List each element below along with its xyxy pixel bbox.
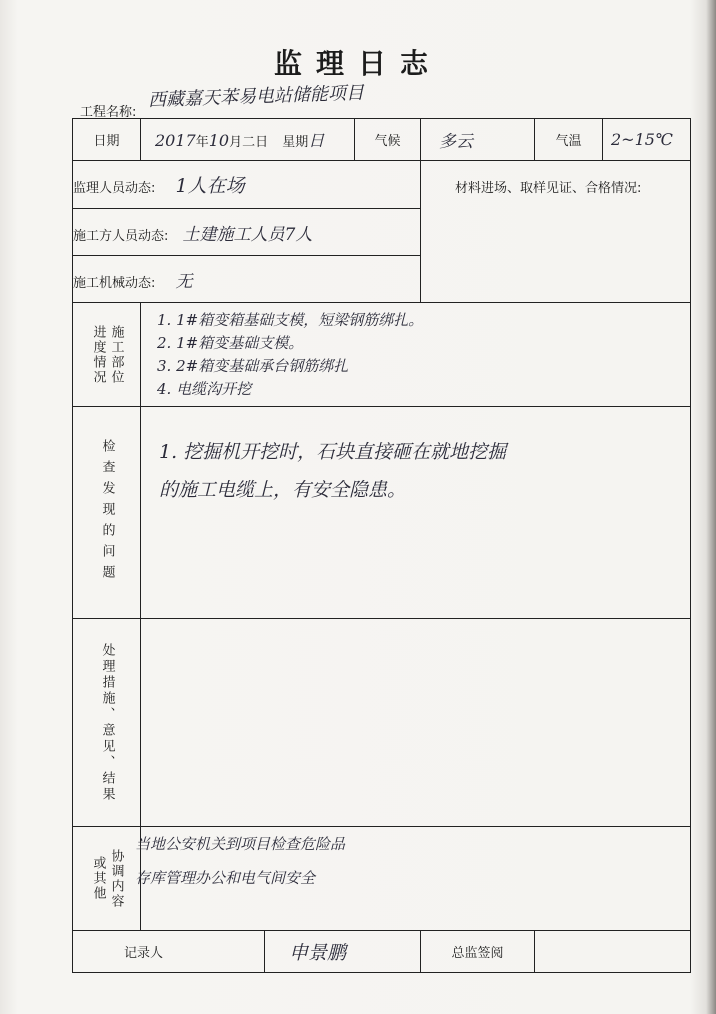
issues-line: 的施工电缆上，有安全隐患。 — [159, 479, 407, 501]
handling-content-cell — [141, 619, 691, 827]
machinery-value: 无 — [175, 271, 193, 292]
coordination-label-cell — [73, 827, 141, 931]
constructors-label: 施工方人员动态: — [73, 228, 169, 244]
date-label: 日期 — [93, 134, 120, 149]
recorder-signature: 申景鹏 — [289, 942, 347, 964]
issues-label-cell — [73, 407, 141, 619]
date-label-cell — [73, 119, 141, 161]
recorder-value-cell — [265, 931, 421, 973]
handling-row — [73, 619, 691, 827]
weather-label: 气候 — [374, 134, 401, 149]
coordination-label-a: 协调内容 — [108, 848, 124, 909]
recorder-label-cell — [73, 931, 265, 973]
coordination-label-b: 或其他 — [90, 856, 106, 901]
supervisors-value: 1人在场 — [175, 175, 245, 197]
weekday-label: 星期 — [282, 135, 309, 150]
project-name-value: 西藏嘉天苯易电站储能项目 — [147, 82, 365, 111]
weather-label-cell — [355, 119, 421, 161]
recorder-label: 记录人 — [123, 946, 163, 961]
date-year: 2017 — [155, 131, 196, 150]
progress-label-cell — [73, 303, 141, 407]
coordination-row — [73, 827, 691, 931]
signature-row — [73, 931, 691, 973]
supervisors-label: 监理人员动态: — [73, 181, 156, 196]
chief-label: 总监签阅 — [451, 946, 504, 961]
progress-line: 1. 1#箱变箱基础支模，短梁钢筋绑扎。 — [157, 311, 424, 329]
project-name-label: 工程名称: — [80, 105, 137, 120]
temperature-value: 2~15℃ — [611, 130, 673, 149]
page-title: 监理日志 — [273, 47, 442, 80]
materials-cell — [421, 161, 691, 303]
weather-value-cell — [421, 119, 535, 161]
date-value-cell — [141, 119, 355, 161]
header-row — [73, 119, 691, 161]
handling-label: 处理措施、意见、结果 — [99, 642, 115, 803]
progress-line: 4. 电缆沟开挖 — [157, 380, 252, 398]
weekday-value: 日 — [308, 131, 325, 150]
progress-label-a: 施工部位 — [108, 324, 124, 385]
temperature-value-cell — [603, 119, 691, 161]
progress-label-b: 进度情况 — [90, 324, 106, 385]
date-month-suffix: 月二日 — [229, 135, 269, 150]
handling-label-cell — [73, 619, 141, 827]
progress-line: 3. 2#箱变基础承台钢筋绑扎 — [157, 357, 349, 375]
supervisors-row — [73, 161, 691, 209]
materials-label: 材料进场、取样见证、合格情况: — [455, 181, 642, 196]
temperature-label-cell — [535, 119, 603, 161]
date-year-suffix: 年 — [195, 135, 209, 150]
progress-line: 2. 1#箱变基础支模。 — [157, 334, 304, 352]
constructors-value: 土建施工人员7人 — [182, 224, 313, 245]
chief-label-cell — [421, 931, 535, 973]
supervisors-cell — [73, 161, 421, 209]
coordination-line: 当地公安机关到项目检查危险品 — [135, 835, 346, 853]
issues-label: 检查发现的问题 — [99, 439, 115, 586]
machinery-label: 施工机械动态: — [73, 275, 156, 291]
temperature-label: 气温 — [555, 134, 582, 149]
weather-value: 多云 — [439, 132, 473, 152]
constructors-cell — [73, 209, 421, 256]
coordination-line: 存库管理办公和电气间安全 — [135, 869, 316, 887]
progress-content-cell — [141, 303, 691, 407]
progress-row — [73, 303, 691, 407]
machinery-cell — [73, 256, 421, 303]
issues-line: 1. 挖掘机开挖时，石块直接砸在就地挖掘 — [159, 441, 507, 463]
chief-value-cell — [535, 931, 691, 973]
supervision-log-table — [72, 118, 691, 973]
issues-row — [73, 407, 691, 619]
issues-content-cell — [141, 407, 691, 619]
date-month: 10 — [208, 131, 230, 150]
coordination-content-cell — [135, 827, 691, 931]
